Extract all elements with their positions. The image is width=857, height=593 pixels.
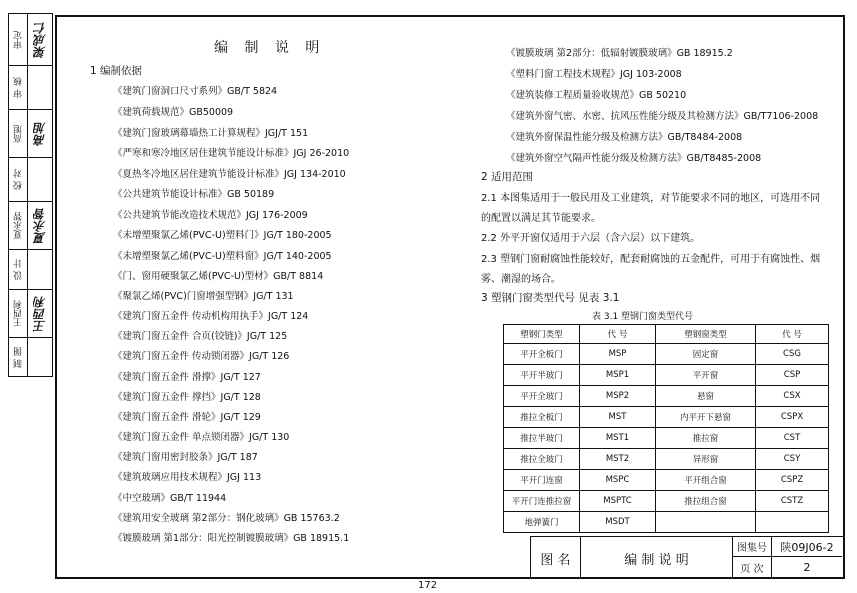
table-cell: 固定窗: [656, 344, 756, 365]
table-cell: MSPTC: [580, 491, 656, 512]
reference-item: 《镀膜玻璃 第2部分：低辐射镀膜玻璃》GB 18915.2: [506, 48, 733, 59]
table-cell: CSPZ: [756, 470, 829, 491]
header-door-type: 塑钢门类型: [504, 325, 580, 344]
table-cell: CSPX: [756, 407, 829, 428]
reference-item: 《公共建筑节能设计标准》GB 50189: [113, 189, 275, 200]
table-cell: 地弹簧门: [504, 512, 580, 533]
table-cell: 平开全板门: [504, 344, 580, 365]
stamp-signature: 高旭: [33, 121, 47, 146]
drawing-name-label: 图 名: [531, 537, 581, 579]
table-row: [504, 344, 829, 365]
table-cell: 推拉全板门: [504, 407, 580, 428]
stamp-signature: 夏永智: [33, 207, 47, 244]
table-cell: [756, 512, 829, 533]
paragraph-2-3: 2.3 塑钢门窗耐腐蚀性能较好，配套耐腐蚀的五金配件，可用于有腐蚀性、烟: [481, 254, 821, 265]
stamp-row: [9, 202, 52, 250]
section-heading-scope: 2 适用范围: [481, 171, 534, 183]
title-block: [530, 536, 843, 578]
table-row: [504, 470, 829, 491]
table-cell: CSTZ: [756, 491, 829, 512]
table-cell: 推拉组合窗: [656, 491, 756, 512]
stamp-row: [9, 110, 52, 158]
table-row: [504, 512, 829, 533]
table-cell: MSDT: [580, 512, 656, 533]
reference-item: 《建筑门窗玻璃幕墙热工计算规程》JGJ/T 151: [113, 128, 309, 139]
paragraph-2-1-cont: 的配置以满足其节能要求。: [481, 213, 601, 224]
table-cell: 内平开下悬窗: [656, 407, 756, 428]
table-cell: MST2: [580, 449, 656, 470]
approval-stamp: [8, 13, 53, 377]
table-cell: CSP: [756, 365, 829, 386]
table-cell: 异形窗: [656, 449, 756, 470]
table-cell: MSP1: [580, 365, 656, 386]
table-cell: 平开半玻门: [504, 365, 580, 386]
stamp-role: 审定: [13, 30, 24, 49]
header-door-code: 代 号: [580, 325, 656, 344]
page-title: 编 制 说 明: [214, 40, 326, 56]
drawing-name: 编 制 说 明: [581, 537, 733, 579]
section-heading-types: 3 塑钢门窗类型代号 见表 3.1: [481, 292, 620, 304]
reference-item: 《严寒和寒冷地区居住建筑节能设计标准》JGJ 26-2010: [113, 148, 350, 159]
section-heading-basis: 1 编制依据: [90, 65, 143, 77]
table-cell: 推拉窗: [656, 428, 756, 449]
reference-item: 《镀膜玻璃 第1部分：阳光控制镀膜玻璃》GB 18915.1: [113, 533, 350, 544]
reference-item: 《建筑玻璃应用技术规程》JGJ 113: [113, 472, 262, 483]
paragraph-2-1: 2.1 本图集适用于一般民用及工业建筑，对节能要求不同的地区，可选用不同: [481, 193, 821, 204]
table-cell: 推拉半玻门: [504, 428, 580, 449]
page-value: 2: [803, 561, 811, 574]
stamp-row: [9, 14, 52, 66]
stamp-role: 审 核: [13, 77, 24, 98]
type-code-table: [503, 324, 829, 533]
stamp-row: [9, 158, 52, 202]
table-row: [504, 428, 829, 449]
reference-item: 《建筑门窗五金件 合页(铰链)》JG/T 125: [113, 331, 288, 342]
stamp-row: [9, 338, 52, 376]
table-cell: CST: [756, 428, 829, 449]
table-caption: 表 3.1 塑钢门窗类型代号: [592, 312, 694, 322]
table-cell: [656, 512, 756, 533]
reference-item: 《建筑外窗空气隔声性能分级及检测方法》GB/T8485-2008: [506, 153, 762, 164]
table-cell: MST: [580, 407, 656, 428]
reference-item: 《建筑门窗五金件 传动锁闭器》JG/T 126: [113, 351, 290, 362]
atlas-number: 陕09J06-2: [772, 537, 842, 557]
table-cell: CSX: [756, 386, 829, 407]
reference-item: 《建筑门窗五金件 撑挡》JG/T 128: [113, 392, 261, 403]
table-cell: MSP2: [580, 386, 656, 407]
table-row: [504, 407, 829, 428]
table-row: [504, 491, 829, 512]
stamp-role: 高旭: [13, 124, 24, 143]
table-cell: MSP: [580, 344, 656, 365]
header-window-type: 塑钢窗类型: [656, 325, 756, 344]
stamp-signature: 梁成仁: [33, 21, 47, 58]
reference-item: 《建筑荷载规范》GB50009: [113, 107, 234, 118]
paragraph-2-3-cont: 雾、潮湿的场合。: [481, 274, 561, 285]
reference-item: 《建筑外窗气密、水密、抗风压性能分级及其检测方法》GB/T7106-2008: [506, 111, 819, 122]
page-label: 页 次: [733, 557, 772, 578]
table-cell: CSY: [756, 449, 829, 470]
table-cell: 平开窗: [656, 365, 756, 386]
stamp-role: 校 对: [13, 169, 24, 190]
table-row: [504, 365, 829, 386]
table-cell: 平开全玻门: [504, 386, 580, 407]
stamp-row: [9, 250, 52, 290]
reference-item: 《建筑外窗保温性能分级及检测方法》GB/T8484-2008: [506, 132, 743, 143]
stamp-role: 设 计: [13, 259, 24, 280]
table-cell: MST1: [580, 428, 656, 449]
table-cell: CSG: [756, 344, 829, 365]
table-header-row: [504, 325, 829, 344]
reference-item: 《建筑门窗五金件 滑轮》JG/T 129: [113, 412, 261, 423]
paragraph-2-2: 2.2 外平开窗仅适用于六层（含六层）以下建筑。: [481, 233, 701, 244]
table-row: [504, 386, 829, 407]
atlas-number-label: 图集号: [733, 537, 772, 557]
table-cell: 平开组合窗: [656, 470, 756, 491]
stamp-signature: 王西利: [33, 295, 47, 332]
reference-item: 《建筑装修工程质量验收规范》GB 50210: [506, 90, 687, 101]
reference-item: 《建筑门窗用密封胶条》JG/T 187: [113, 452, 258, 463]
table-cell: MSPC: [580, 470, 656, 491]
table-cell: 悬窗: [656, 386, 756, 407]
reference-item: 《建筑门窗五金件 单点锁闭器》JG/T 130: [113, 432, 290, 443]
reference-item: 《建筑门窗五金件 传动机构用执手》JG/T 124: [113, 311, 309, 322]
reference-item: 《建筑门窗五金件 滑撑》JG/T 127: [113, 372, 261, 383]
table-row: [504, 449, 829, 470]
reference-item: 《建筑用安全玻璃 第2部分：钢化玻璃》GB 15763.2: [113, 513, 340, 524]
stamp-row: [9, 290, 52, 338]
reference-item: 《建筑门窗洞口尺寸系列》GB/T 5824: [113, 86, 278, 97]
table-cell: 推拉全玻门: [504, 449, 580, 470]
table-cell: 平开门连推拉窗: [504, 491, 580, 512]
table-cell: 平开门连窗: [504, 470, 580, 491]
stamp-row: [9, 66, 52, 110]
page-number: 172: [418, 580, 438, 591]
header-window-code: 代 号: [756, 325, 829, 344]
reference-item: 《未增塑聚氯乙烯(PVC-U)塑料门》JG/T 180-2005: [113, 230, 332, 241]
reference-item: 《中空玻璃》GB/T 11944: [113, 493, 227, 504]
stamp-role: 王西利: [13, 300, 24, 327]
stamp-role: 夏永智: [13, 212, 24, 239]
reference-item: 《公共建筑节能改造技术规范》JGJ 176-2009: [113, 210, 308, 221]
reference-item: 《聚氯乙烯(PVC)门窗增强型钢》JG/T 131: [113, 291, 294, 302]
reference-item: 《未增塑聚氯乙烯(PVC-U)塑料窗》JG/T 140-2005: [113, 251, 332, 262]
reference-item: 《门、窗用硬聚氯乙烯(PVC-U)型材》GB/T 8814: [113, 271, 324, 282]
stamp-role: 制 图: [13, 346, 24, 368]
reference-item: 《夏热冬冷地区居住建筑节能设计标准》JGJ 134-2010: [113, 169, 346, 180]
reference-item: 《塑料门窗工程技术规程》JGJ 103-2008: [506, 69, 682, 80]
